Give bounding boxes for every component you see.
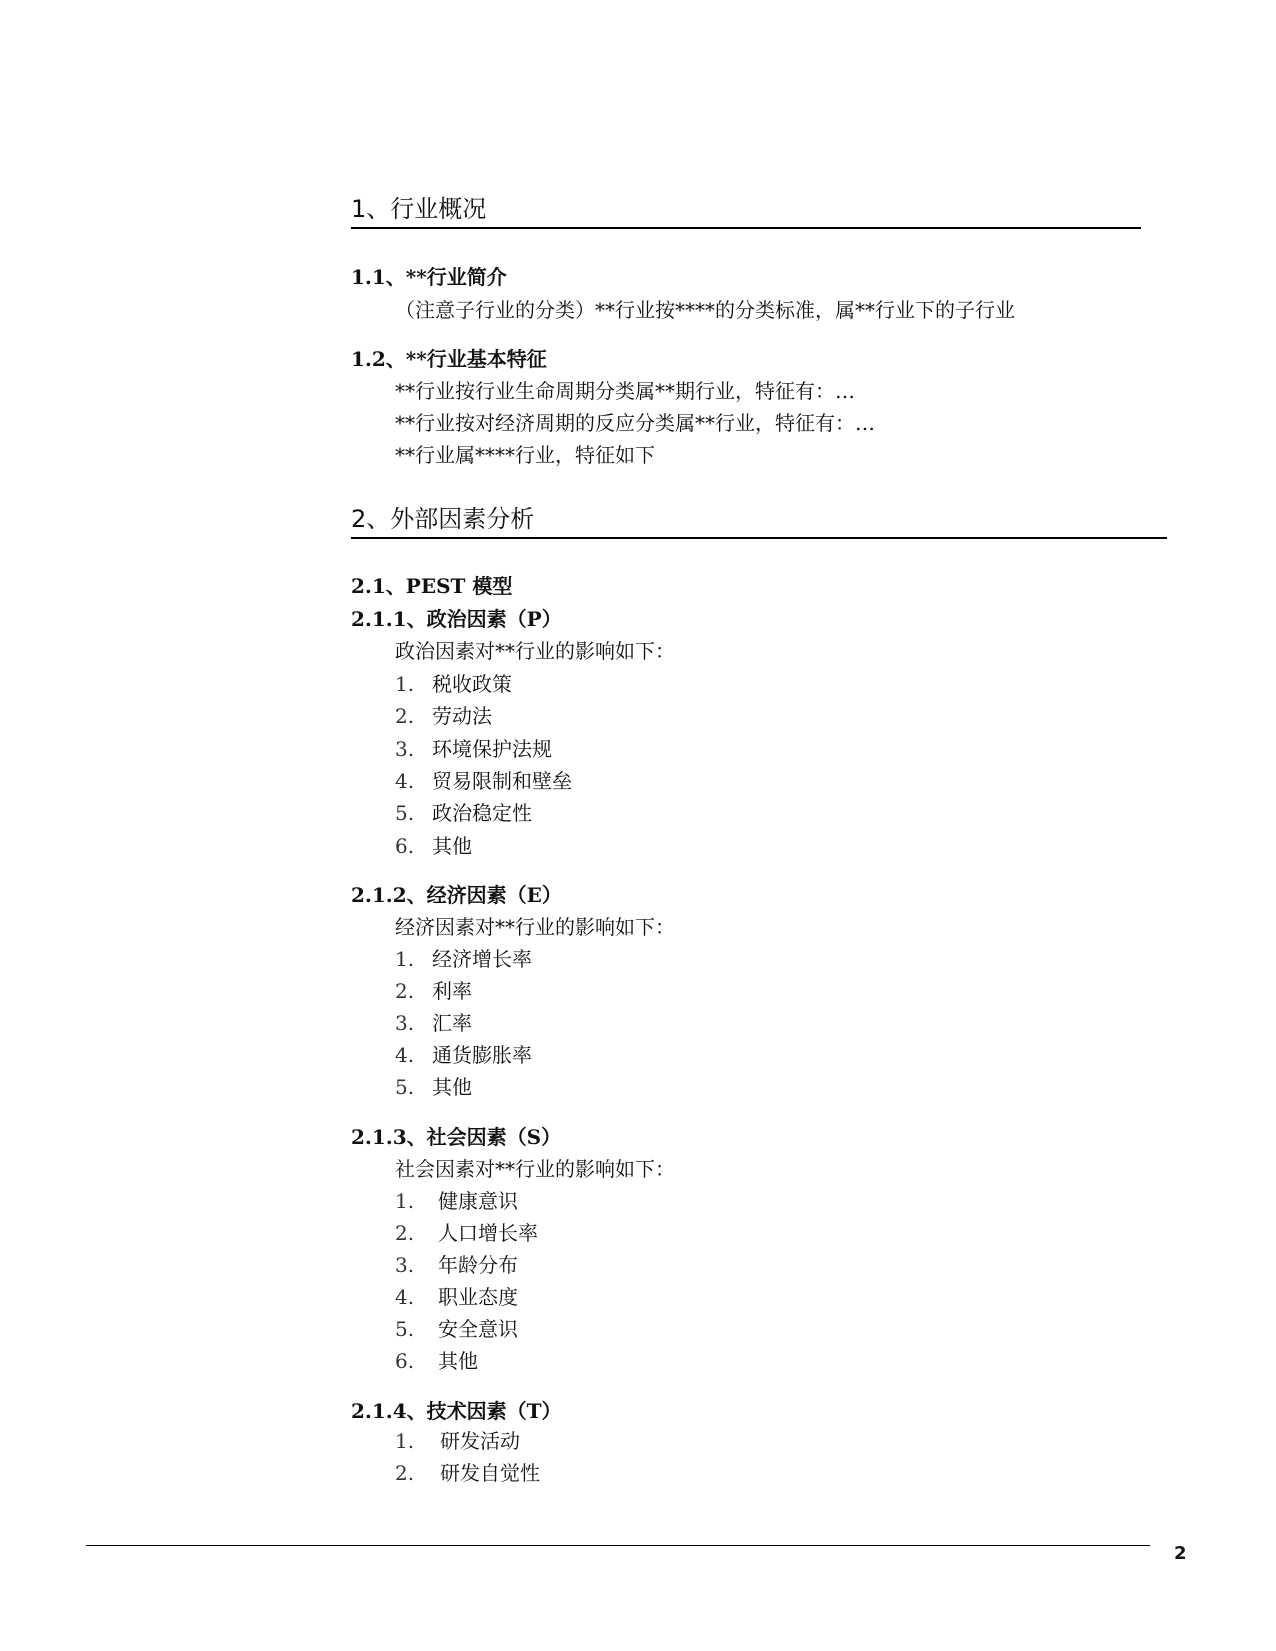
list-label: 贸易限制和壁垒 (432, 769, 572, 793)
list-label: 其他 (438, 1349, 478, 1373)
list-label: 年龄分布 (438, 1253, 518, 1277)
list-label: 其他 (432, 1075, 472, 1099)
list-number: 6. (395, 1349, 415, 1373)
political-heading: 2.1.1、政治因素（P） (351, 607, 562, 631)
list-number: 4. (395, 1285, 415, 1309)
list-number: 5. (395, 801, 415, 825)
list-label: 通货膨胀率 (432, 1043, 532, 1067)
footer-divider (86, 1545, 1150, 1546)
section-1-1-text: （注意子行业的分类）**行业按****的分类标准，属**行业下的子行业 (395, 298, 1015, 322)
list-item (395, 1188, 518, 1214)
political-intro: 政治因素对**行业的影响如下： (395, 639, 675, 663)
social-intro: 社会因素对**行业的影响如下： (395, 1157, 675, 1181)
list-label: 人口增长率 (438, 1221, 538, 1245)
list-item (395, 1348, 478, 1374)
list-label: 安全意识 (438, 1317, 518, 1341)
list-item (395, 946, 532, 972)
list-item (395, 768, 572, 794)
list-item (395, 1074, 472, 1100)
section-1-2-heading: 1.2、**行业基本特征 (351, 347, 547, 371)
list-label: 劳动法 (432, 704, 492, 728)
section-1-1-heading: 1.1、**行业简介 (351, 265, 507, 289)
section-2-title: 2、外部因素分析 (351, 504, 1167, 539)
economic-intro: 经济因素对**行业的影响如下： (395, 915, 675, 939)
list-label: 利率 (432, 979, 472, 1003)
economic-heading: 2.1.2、经济因素（E） (351, 883, 562, 907)
list-number: 1. (395, 1429, 415, 1453)
list-number: 2. (395, 1221, 415, 1245)
list-label: 汇率 (432, 1011, 472, 1035)
list-label: 经济增长率 (432, 947, 532, 971)
section-1-2-line: **行业按对经济周期的反应分类属**行业，特征有：… (395, 411, 875, 435)
social-heading: 2.1.3、社会因素（S） (351, 1125, 562, 1149)
list-item (395, 1010, 472, 1036)
list-label: 健康意识 (438, 1189, 518, 1213)
list-label: 研发活动 (440, 1429, 520, 1453)
list-label: 税收政策 (432, 672, 512, 696)
list-item (395, 1252, 518, 1278)
list-label: 其他 (432, 834, 472, 858)
list-number: 3. (395, 737, 415, 761)
list-item (395, 671, 512, 697)
section-1-2-line: **行业按行业生命周期分类属**期行业，特征有：… (395, 379, 855, 403)
list-item (395, 800, 532, 826)
list-number: 3. (395, 1011, 415, 1035)
list-label: 职业态度 (438, 1285, 518, 1309)
list-number: 2. (395, 979, 415, 1003)
list-number: 4. (395, 769, 415, 793)
list-label: 研发自觉性 (440, 1461, 540, 1485)
list-label: 政治稳定性 (432, 801, 532, 825)
list-item (395, 1284, 518, 1310)
list-label: 环境保护法规 (432, 737, 552, 761)
list-number: 5. (395, 1317, 415, 1341)
list-item (395, 833, 472, 859)
list-item (395, 1220, 538, 1246)
section-2-1-heading: 2.1、PEST 模型 (351, 574, 513, 598)
list-item (395, 1042, 532, 1068)
list-number: 1. (395, 947, 415, 971)
list-item (395, 1428, 520, 1454)
page-number: 2 (1174, 1543, 1187, 1564)
list-number: 4. (395, 1043, 415, 1067)
list-number: 3. (395, 1253, 415, 1277)
list-number: 1. (395, 1189, 415, 1213)
list-item (395, 736, 552, 762)
list-item (395, 1460, 540, 1486)
list-item (395, 978, 472, 1004)
list-number: 2. (395, 1461, 415, 1485)
section-1-2-line: **行业属****行业，特征如下 (395, 443, 655, 467)
list-item (395, 703, 492, 729)
section-1-title: 1、行业概况 (351, 194, 1141, 229)
technological-heading: 2.1.4、技术因素（T） (351, 1399, 562, 1423)
list-number: 5. (395, 1075, 415, 1099)
list-number: 6. (395, 834, 415, 858)
list-number: 1. (395, 672, 415, 696)
list-item (395, 1316, 518, 1342)
list-number: 2. (395, 704, 415, 728)
